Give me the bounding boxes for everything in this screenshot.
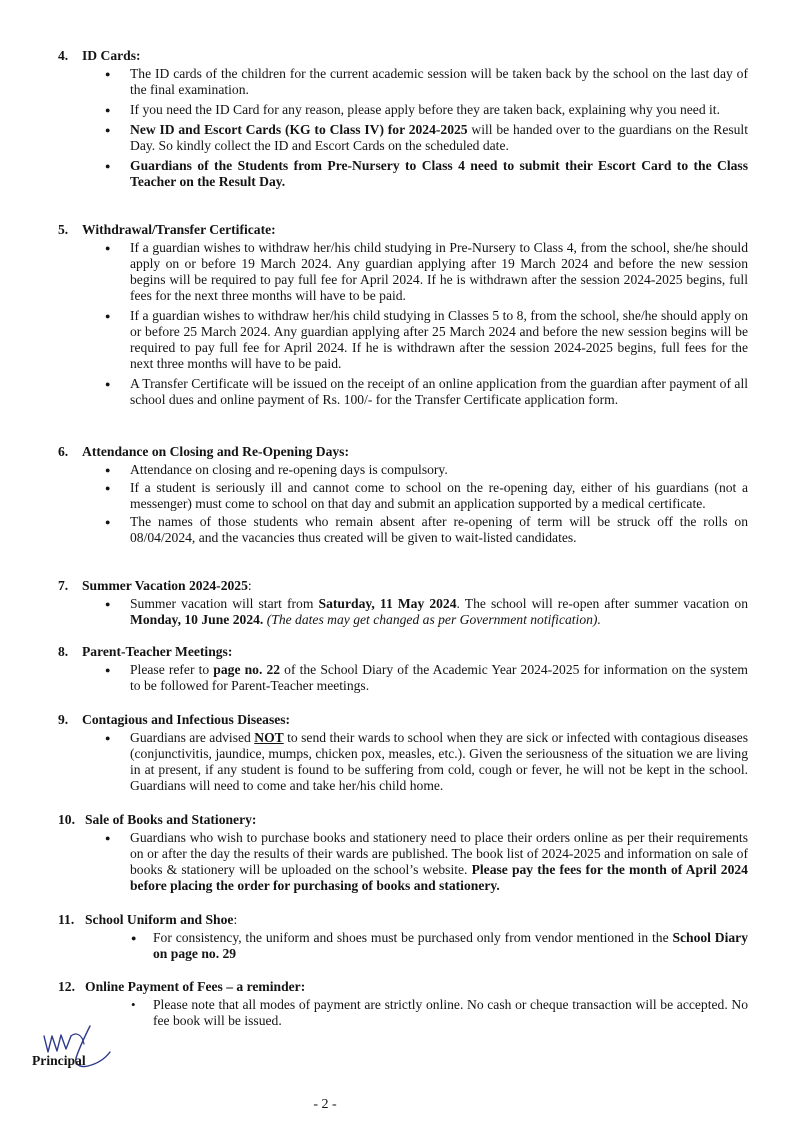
section-number: 9. (58, 712, 69, 727)
section-heading (58, 644, 748, 660)
title-suffix: : (233, 912, 238, 927)
section-title: Sale of Books and Stationery: (85, 812, 257, 827)
section-heading (58, 444, 748, 460)
list-item: ● A Transfer Certificate will be issued on the receipt of an online application from the guardian after payment of all school dues and online payment of Rs. 100/- for the Transfer Certificate application form. (58, 376, 748, 408)
section-number: 7. (58, 578, 69, 593)
item-text: . The school will re-open after summer vacation on (456, 596, 748, 611)
section-heading (58, 712, 748, 728)
bold-text: Saturday, 11 May 2024 (318, 596, 457, 611)
section-title: Online Payment of Fees – a reminder: (85, 979, 306, 994)
section-number: 12. (58, 979, 75, 994)
list-item (58, 830, 748, 894)
section-number: 10. (58, 812, 75, 827)
list-item: ● Attendance on closing and re-opening days is compulsory. (58, 462, 748, 478)
page-number: - 2 - (313, 1097, 337, 1112)
bold-text: Guardians of the Students from Pre-Nursery to Class 4 need to submit their Escort Card to the Class Teacher on the Result Day. (130, 158, 748, 189)
item-text: Please refer to (130, 662, 214, 677)
section-diseases (58, 712, 748, 794)
item-text: For consistency, the uniform and shoes must be purchased only from vendor mentioned in the (153, 930, 673, 945)
item-text: to send their wards to school when they are sick or infected with contagious diseases (conjunctivitis, jaundice, mumps, chicken pox, measles, etc.). Given the seriousness of the situation we are living in at present, if any student is found to be suffering from cold, cough or fever, he will not be kept in the school. Guardians will need to come and take her/his child home. (130, 730, 748, 793)
section-title: Withdrawal/Transfer Certificate: (82, 222, 276, 237)
section-heading (58, 578, 748, 594)
list-item: ● The names of those students who remain absent after re-opening of term will be struck off the rolls on 08/04/2024, and the vacancies thus created will be given to wait-listed candidates. (58, 514, 748, 546)
list-item: ● If a guardian wishes to withdraw her/his child studying in Classes 5 to 8, from the school, she/he should apply on or before 25 March 2024. Any guardian applying after 25 March 2024 and before the new session begins will be required to pay full fee for April 2024. If he is withdrawn after the session 2024-2025 begins, full fees for the next three months will have to be paid. (58, 308, 748, 372)
list-item: ● The ID cards of the children for the current academic session will be taken back by the school on the last day of the final examination. (58, 66, 748, 98)
bold-text: Please pay the fees for the month of April 2024 before placing the order for purchasing of books and stationery. (130, 862, 748, 893)
section-heading (58, 48, 748, 64)
list-item (58, 596, 748, 628)
section-number: 6. (58, 444, 69, 459)
item-text: Guardians are advised (130, 730, 255, 745)
section-title: School Uniform and Shoe (85, 912, 234, 927)
section-uniform (58, 912, 748, 962)
section-online-payment (58, 979, 748, 1029)
item-text: will be handed over to the guardians on the Result Day. So kindly collect the ID and Escort Cards on the scheduled date. (130, 122, 748, 153)
list-item (58, 930, 748, 962)
italic-note: (The dates may get changed as per Government notification). (266, 612, 601, 627)
title-suffix: : (247, 578, 252, 593)
item-text: Guardians who wish to purchase books and stationery need to place their orders online as per their requirements on or after the day the results of their wards are published. The book list of 2024-2025 and information on sale of books & stationery will be uploaded on the school’s website. (130, 830, 748, 877)
section-title: ID Cards: (82, 48, 141, 63)
section-number: 5. (58, 222, 69, 237)
section-heading (58, 912, 748, 928)
section-title: Attendance on Closing and Re-Opening Days: (82, 444, 349, 459)
section-title: Summer Vacation 2024-2025 (82, 578, 248, 593)
bold-underline-text: NOT (254, 730, 284, 745)
bold-text: page no. 22 (213, 662, 281, 677)
section-summer-vacation (58, 578, 748, 628)
list-item (58, 662, 748, 694)
section-number: 8. (58, 644, 69, 659)
item-text: of the School Diary of the Academic Year 2024-2025 for information on the system to be followed for Parent-Teacher meetings. (130, 662, 748, 693)
list-item: ● If you need the ID Card for any reason, please apply before they are taken back, explaining why you need it. (58, 102, 748, 118)
section-id-cards (58, 48, 748, 190)
list-item: • Please note that all modes of payment are strictly online. No cash or cheque transaction will be accepted. No fee book will be issued. (58, 997, 748, 1029)
section-books-stationery (58, 812, 748, 894)
section-title: Contagious and Infectious Diseases: (82, 712, 291, 727)
bold-text: Monday, 10 June 2024. (130, 612, 264, 627)
section-withdrawal (58, 222, 748, 408)
list-item (58, 158, 748, 190)
list-item: ● If a student is seriously ill and cannot come to school on the re-opening day, either of his guardians (not a messenger) must come to school on that day and submit an application supported by a medical certificate. (58, 480, 748, 512)
section-number: 4. (58, 48, 69, 63)
section-parent-teacher (58, 644, 748, 694)
section-attendance (58, 444, 748, 546)
list-item: ● If a guardian wishes to withdraw her/his child studying in Pre-Nursery to Class 4, from the school, she/he should apply on or before 19 March 2024. Any guardian applying after 19 March 2024 and before the new session begins will be required to pay full fee for April 2024. If he is withdrawn after the session 2024-2025 begins, full fees for the next three months will have to be paid. (58, 240, 748, 304)
bold-text: School Diary on page no. 29 (153, 930, 748, 961)
section-number: 11. (58, 912, 75, 927)
section-heading (58, 812, 748, 828)
section-heading (58, 979, 748, 995)
list-item (58, 122, 748, 154)
principal-label: Principal (32, 1053, 86, 1068)
bold-text: New ID and Escort Cards (KG to Class IV) for 2024-2025 (130, 122, 468, 137)
section-heading (58, 222, 748, 238)
item-text: Summer vacation will start from (130, 596, 319, 611)
list-item (58, 730, 748, 794)
section-title: Parent-Teacher Meetings: (82, 644, 233, 659)
